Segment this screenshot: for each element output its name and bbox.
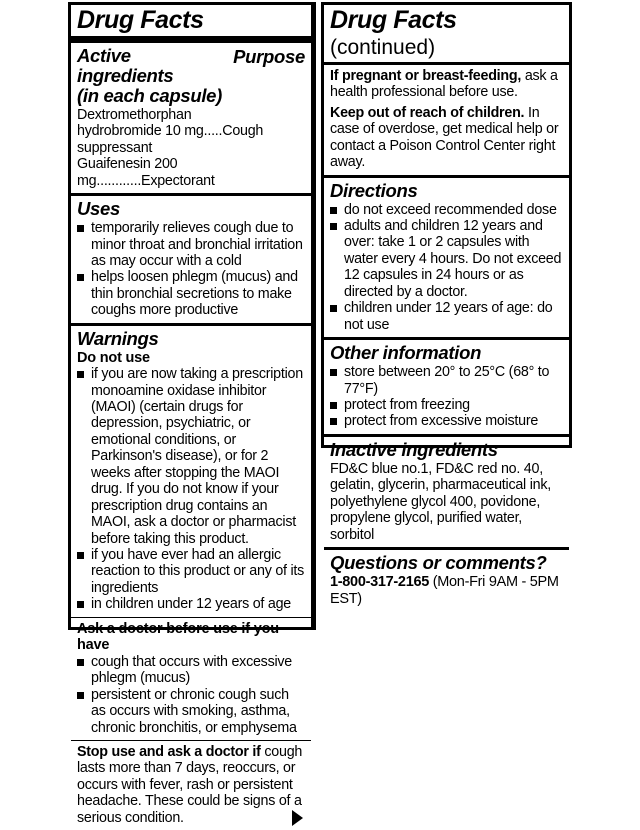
drug-facts-panel-right	[321, 2, 572, 607]
drug-facts-panel-left	[68, 2, 314, 826]
phone-number[interactable]: 1-800-317-2165	[330, 573, 429, 590]
questions-contact-line	[330, 574, 563, 607]
active-ingredient-purpose: Cough suppressant	[77, 123, 264, 156]
pregnancy-warning-bold: If pregnant or breast-feeding,	[330, 68, 522, 84]
page-title-right-continued: (continued)	[330, 36, 436, 59]
active-ingredient-name-line1: Guaifenesin 200 mg	[77, 156, 178, 189]
section-directions	[324, 175, 569, 337]
section-ask-a-doctor	[71, 617, 311, 740]
active-ingredient-row	[77, 123, 305, 156]
active-ingredient-name-line2: hydrobromide 10 mg	[77, 123, 204, 140]
ask-a-doctor-list	[77, 654, 305, 736]
active-ingredient-leader: ............	[96, 172, 142, 189]
page-title-right-text: Drug Facts	[330, 6, 457, 34]
list-item: protect from excessive moisture	[330, 413, 563, 429]
other-information-heading: Other information	[330, 342, 482, 364]
directions-heading: Directions	[330, 179, 418, 201]
keep-out-of-reach-warning	[330, 105, 563, 171]
stop-use-text	[77, 744, 305, 826]
list-item: in children under 12 years of age	[77, 596, 305, 612]
list-item: helps loosen phlegm (mucus) and thin bronchial secretions to make coughs more productive	[77, 269, 305, 318]
list-item: temporarily relieves cough due to minor throat and bronchial irritation as may occur with a cold	[77, 220, 305, 269]
section-inactive-ingredients	[324, 434, 569, 547]
active-ingredients-heading-line2: (in each capsule)	[77, 84, 223, 106]
directions-list	[330, 202, 563, 334]
page-title-right	[324, 5, 569, 62]
stop-use-rest: cough lasts more than 7 days, reoccurs, or occurs with fever, rash or persistent headache. These could be signs of a serious condition.	[77, 743, 303, 826]
list-item: cough that occurs with excessive phlegm (mucus)	[77, 654, 305, 687]
list-item: if you have ever had an allergic reaction to this product or any of its ingredients	[77, 547, 305, 596]
active-ingredient-leader: .....	[203, 123, 223, 140]
active-ingredients-heading-line1: Active ingredients	[77, 45, 174, 86]
triangle-right-icon	[292, 810, 303, 826]
section-other-information	[324, 337, 569, 434]
stop-use-bold: Stop use and ask a doctor if	[77, 743, 261, 760]
list-item: if you are now taking a prescription monoamine oxidase inhibitor (MAOI) (certain drugs for depression, psychiatric, or emotional conditions, or Parkinson's disease), or for 2 weeks after stopping the MAOI drug. If you do not know if your prescription drug contains an MAOI, ask a doctor or pharmacist before taking this product.	[77, 366, 305, 547]
section-warnings-continued	[324, 62, 569, 175]
active-ingredient-row	[77, 107, 305, 123]
keep-out-of-reach-rest: In case of overdose, get medical help or contact a Poison Control Center right away.	[330, 104, 559, 171]
do-not-use-list	[77, 366, 305, 613]
pregnancy-warning-rest: ask a health professional before use.	[330, 68, 558, 101]
active-ingredient-row	[77, 156, 305, 189]
section-stop-use	[71, 740, 311, 830]
list-item: adults and children 12 years and over: take 1 or 2 capsules with water every 4 hours. Do not exceed 12 capsules in 24 hours or as directed by a doctor.	[330, 218, 563, 300]
inactive-ingredients-text: FD&C blue no.1, FD&C red no. 40, gelatin, glycerin, pharmaceutical ink, polyethylene glycol 400, povidone, propylene glycol, purified water, sorbitol	[330, 460, 551, 543]
active-ingredient-purpose: Expectorant	[141, 172, 215, 189]
purpose-heading: Purpose	[233, 46, 305, 67]
list-item: children under 12 years of age: do not use	[330, 300, 563, 333]
pregnancy-warning	[330, 68, 563, 101]
keep-out-of-reach-bold: Keep out of reach of children.	[330, 104, 525, 121]
section-warnings	[71, 323, 311, 617]
list-item: store between 20° to 25°C (68° to 77°F)	[330, 364, 563, 397]
list-item: persistent or chronic cough such as occurs with smoking, asthma, chronic bronchitis, or emphysema	[77, 687, 305, 736]
section-questions	[324, 547, 569, 611]
phone-hours: (Mon-Fri 9AM - 5PM EST)	[330, 573, 559, 607]
inactive-ingredients-heading: Inactive ingredients	[330, 438, 498, 460]
questions-heading: Questions or comments?	[330, 551, 547, 573]
list-item: protect from freezing	[330, 397, 563, 413]
panel-divider-rule	[313, 2, 316, 630]
page-title-left	[71, 5, 311, 36]
page-title-left-text: Drug Facts	[77, 6, 204, 34]
warnings-heading: Warnings	[77, 327, 159, 349]
section-uses	[71, 193, 311, 323]
section-active-ingredients	[71, 36, 311, 193]
continue-arrow-icon	[292, 809, 303, 827]
uses-heading: Uses	[77, 198, 121, 220]
ask-a-doctor-heading: Ask a doctor before use if you have	[77, 620, 279, 654]
list-item: do not exceed recommended dose	[330, 202, 563, 218]
other-information-list	[330, 364, 563, 430]
uses-list	[77, 220, 305, 319]
active-ingredient-name-line1: Dextromethorphan	[77, 106, 192, 123]
do-not-use-heading: Do not use	[77, 349, 150, 366]
active-ingredients-heading-row	[77, 46, 305, 107]
active-ingredients-heading	[77, 46, 225, 106]
